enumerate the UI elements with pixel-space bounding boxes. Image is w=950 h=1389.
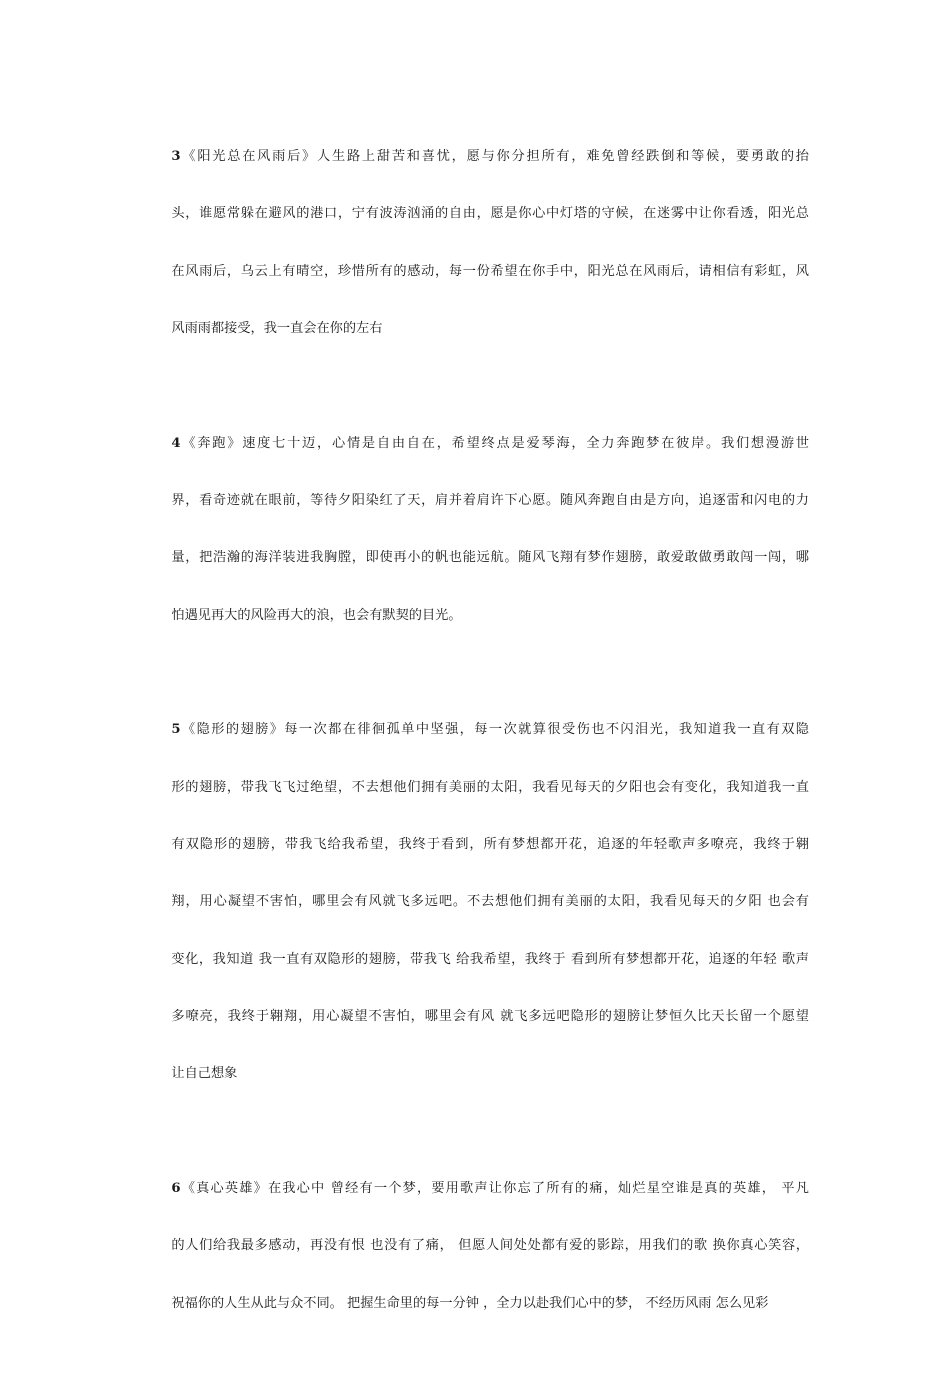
paragraph-line: 有双隐形的翅膀，带我飞给我希望，我终于看到，所有梦想都开花，追逐的年轻歌声多嘹亮，我终于翱	[171, 836, 809, 852]
paragraph-text: 《奔跑》速度七十迈，心情是自由自在，希望终点是爱琴海，全力奔跑梦在彼岸。我们想漫游世	[180, 435, 809, 451]
paragraph-line: 在风雨后，乌云上有晴空，珍惜所有的感动，每一份希望在你手中，阳光总在风雨后，请相信有彩虹，风	[171, 263, 809, 279]
paragraph-line	[145, 128, 809, 185]
paragraph-line: 翔，用心凝望不害怕，哪里会有风就飞多远吧。不去想他们拥有美丽的太阳，我看见每天的夕阳 也会有	[171, 894, 809, 910]
paragraph-number: 4	[171, 435, 181, 451]
paragraph-line: 量，把浩瀚的海洋装进我胸膛，即使再小的帆也能远航。随风飞翔有梦作翅膀，敢爱敢做勇敢闯一闯，哪	[171, 550, 809, 566]
paragraph-line: 形的翅膀，带我飞飞过绝望，不去想他们拥有美丽的太阳，我看见每天的夕阳也会有变化，我知道我一直	[171, 779, 809, 795]
paragraph-line: 界，看奇迹就在眼前，等待夕阳染红了天，肩并着肩许下心愿。随风奔跑自由是方向，追逐雷和闪电的力	[171, 492, 809, 508]
paragraph-line: 祝福你的人生从此与众不同。 把握生命里的每一分钟 ，全力以赴我们心中的梦， 不经历风雨 怎么见彩	[171, 1295, 769, 1311]
lyric-paragraph-3	[145, 128, 809, 357]
lyric-paragraph-4	[145, 415, 809, 644]
document-page	[145, 128, 809, 1389]
paragraph-number: 3	[171, 149, 181, 164]
paragraph-text: 《真心英雄》在我心中 曾经有一个梦，要用歌声让你忘了所有的痛，灿烂星空谁是真的英雄， 平凡	[180, 1180, 809, 1196]
lyric-paragraph-6	[145, 1160, 809, 1332]
paragraph-text: 《隐形的翅膀》每一次都在徘徊孤单中坚强，每一次就算很受伤也不闪泪光，我知道我一直有双隐	[180, 722, 809, 738]
paragraph-text: 《阳光总在风雨后》人生路上甜苦和喜忧，愿与你分担所有，难免曾经跌倒和等候，要勇敢的抬	[180, 149, 809, 164]
lyric-paragraph-5	[145, 701, 809, 1102]
paragraph-line	[145, 1160, 809, 1217]
paragraph-line: 头，谁愿常躲在避风的港口，宁有波涛汹涌的自由，愿是你心中灯塔的守候，在迷雾中让你看透，阳光总	[171, 206, 809, 222]
paragraph-number: 5	[171, 722, 181, 738]
paragraph-line: 风雨雨都接受，我一直会在你的左右	[171, 320, 383, 336]
paragraph-line	[145, 415, 809, 472]
paragraph-line: 的人们给我最多感动，再没有恨 也没有了痛， 但愿人间处处都有爱的影踪，用我们的歌 换你真心笑容，	[171, 1238, 809, 1254]
paragraph-line: 怕遇见再大的风险再大的浪，也会有默契的目光。	[171, 607, 462, 623]
paragraph-number: 6	[171, 1180, 181, 1196]
paragraph-line: 多嘹亮，我终于翱翔，用心凝望不害怕，哪里会有风 就飞多远吧隐形的翅膀让梦恒久比天长留一个愿望	[171, 1008, 809, 1024]
paragraph-line: 变化，我知道 我一直有双隐形的翅膀，带我飞 给我希望，我终于 看到所有梦想都开花，追逐的年轻 歌声	[171, 951, 809, 967]
paragraph-line	[145, 701, 809, 758]
paragraph-line: 让自己想象	[171, 1066, 238, 1082]
